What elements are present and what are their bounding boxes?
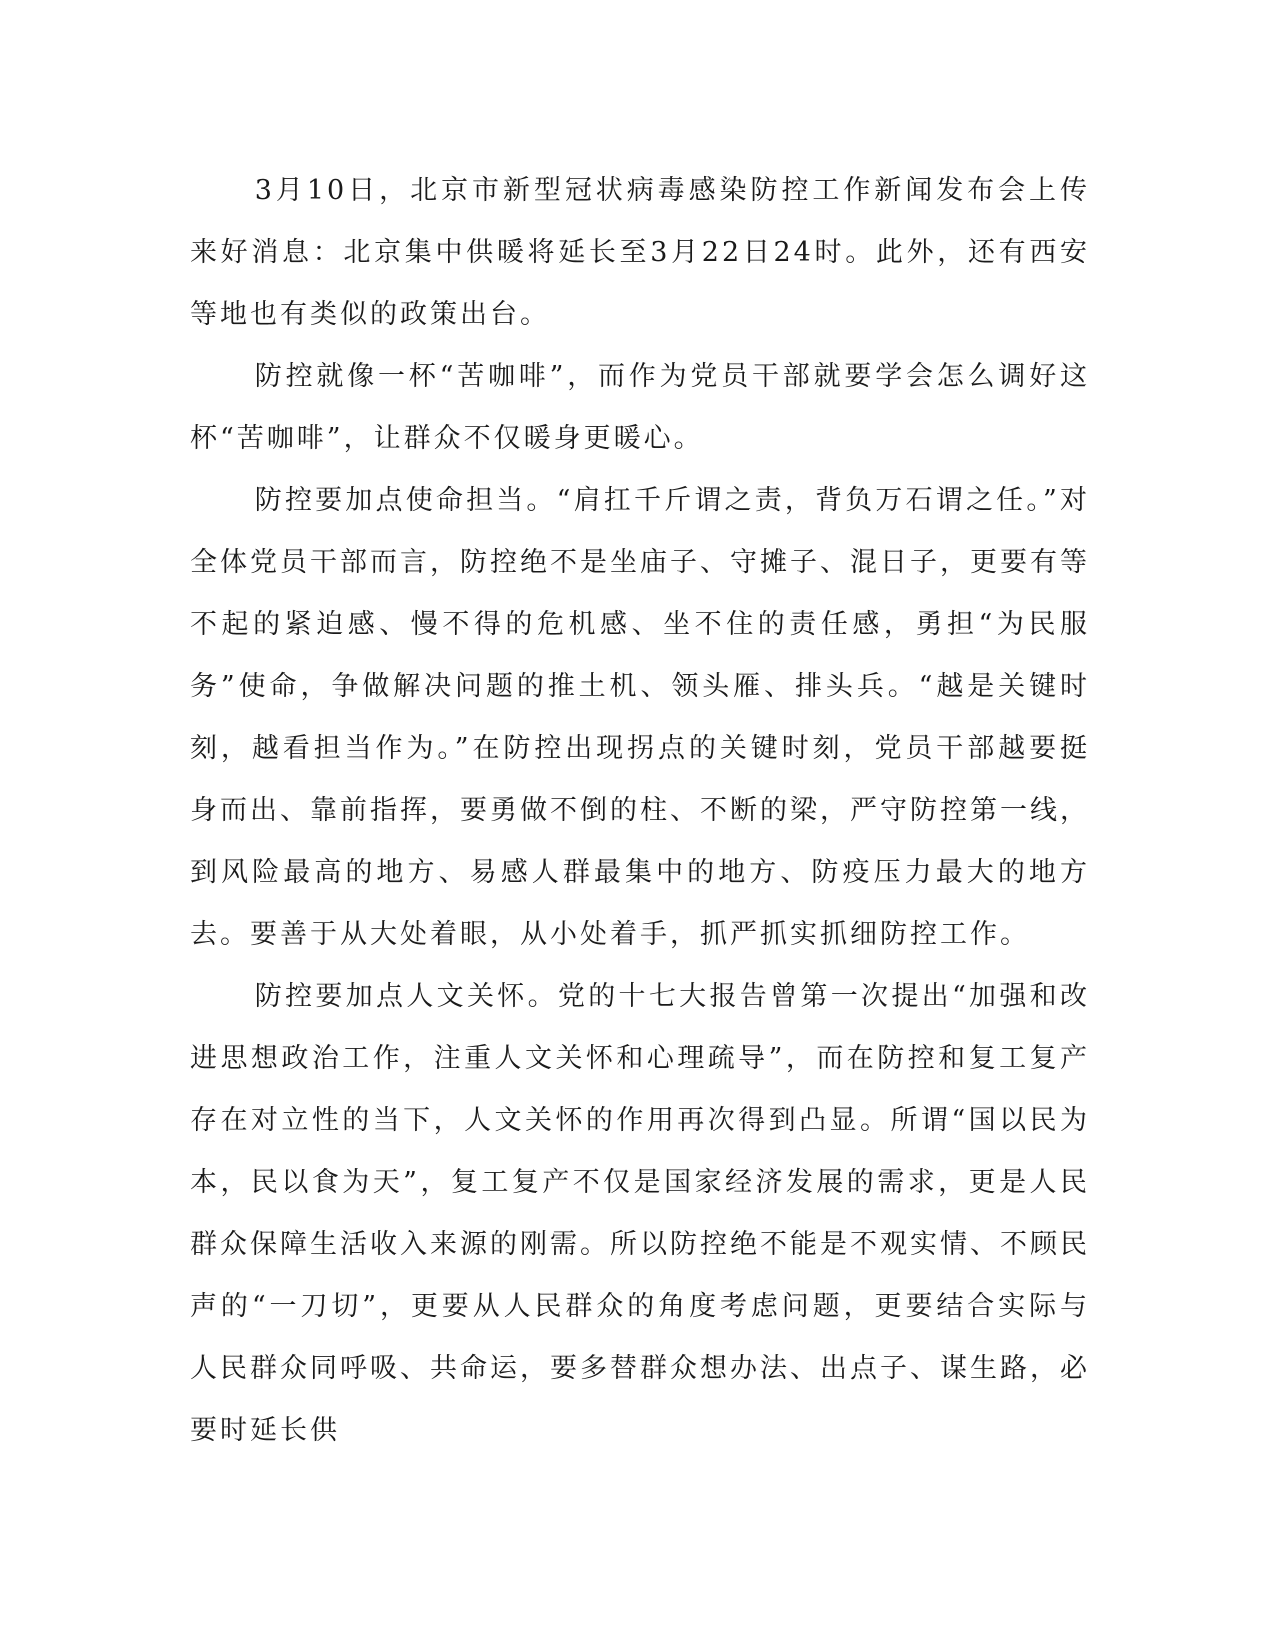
paragraph-1: 3月10日，北京市新型冠状病毒感染防控工作新闻发布会上传来好消息：北京集中供暖将延长至3月22日24时。此外，还有西安等地也有类似的政策出台。 bbox=[190, 175, 1090, 330]
paragraph-4: 防控要加点人文关怀。党的十七大报告曾第一次提出“加强和改进思想政治工作，注重人文关怀和心理疏导”，而在防控和复工复产存在对立性的当下，人文关怀的作用再次得到凸显。所谓“国以民为本，民以食为天”，复工复产不仅是国家经济发展的需求，更是人民群众保障生活收入来源的刚需。所以防控绝不能是不观实情、不顾民声的“一刀切”，更要从人民群众的角度考虑问题，更要结合实际与人民群众同呼吸、共命运，要多替群众想办法、出点子、谋生路，必要时延长供 bbox=[190, 981, 1090, 1446]
document-body bbox=[190, 160, 1090, 1462]
paragraph-2: 防控就像一杯“苦咖啡”，而作为党员干部就要学会怎么调好这杯“苦咖啡”，让群众不仅暖身更暖心。 bbox=[190, 361, 1090, 454]
paragraph-3: 防控要加点使命担当。“肩扛千斤谓之责，背负万石谓之任。”对全体党员干部而言，防控绝不是坐庙子、守摊子、混日子，更要有等不起的紧迫感、慢不得的危机感、坐不住的责任感，勇担“为民服务”使命，争做解决问题的推土机、领头雁、排头兵。“越是关键时刻，越看担当作为。”在防控出现拐点的关键时刻，党员干部越要挺身而出、靠前指挥，要勇做不倒的柱、不断的梁，严守防控第一线，到风险最高的地方、易感人群最集中的地方、防疫压力最大的地方去。要善于从大处着眼，从小处着手，抓严抓实抓细防控工作。 bbox=[190, 485, 1090, 950]
